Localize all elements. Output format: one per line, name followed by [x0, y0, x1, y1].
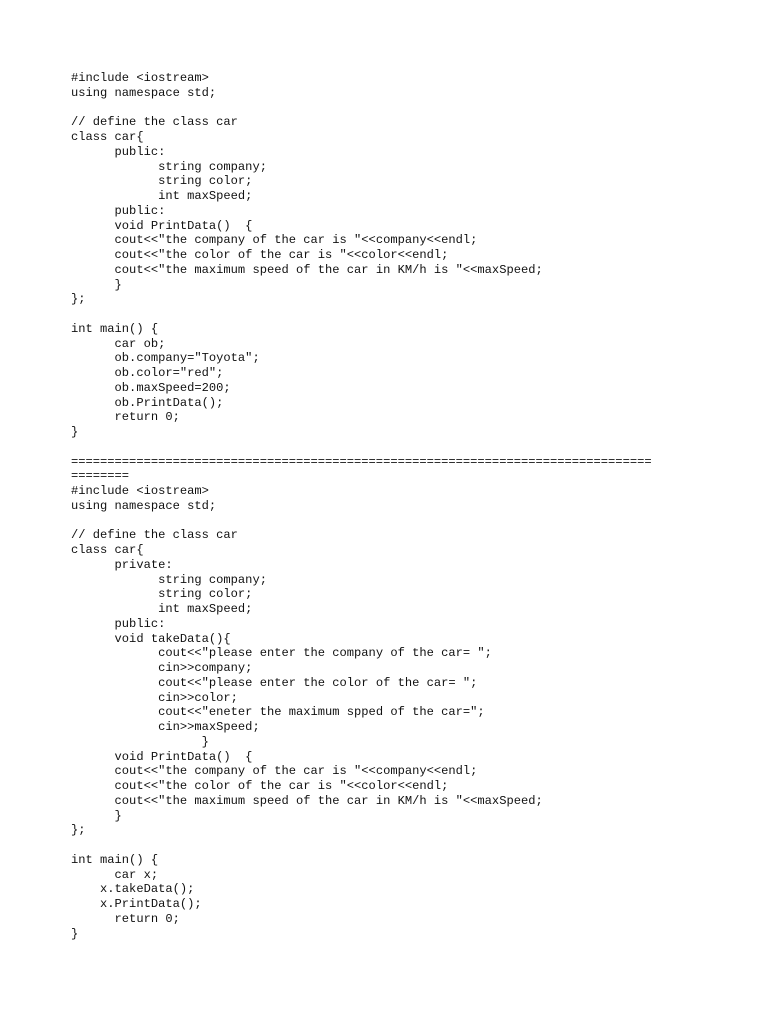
code-line: public:: [71, 144, 166, 159]
code-line: string color;: [71, 587, 253, 602]
code-line: string color;: [71, 174, 253, 189]
code-line: class car{: [71, 130, 144, 144]
code-line: string company;: [71, 159, 267, 174]
code-line: }: [71, 926, 79, 941]
code-line: public:: [71, 203, 166, 218]
code-line: cout<<"please enter the company of the car= ";: [71, 646, 492, 661]
code-line: cin>>company;: [71, 661, 253, 675]
code-line: using namespace std;: [71, 85, 217, 100]
code-line: void PrintData() {: [71, 218, 253, 233]
code-line: car ob;: [71, 336, 166, 351]
code-line: ob.maxSpeed=200;: [71, 380, 231, 395]
code-line: class car{: [71, 543, 144, 557]
code-line: #include <iostream>: [71, 71, 209, 85]
code-line: int maxSpeed;: [71, 602, 253, 616]
code-line: private:: [71, 557, 173, 572]
code-line: cin>>maxSpeed;: [71, 720, 260, 734]
code-line: ob.PrintData();: [71, 395, 224, 410]
code-line: return 0;: [71, 410, 180, 425]
code-line: [71, 307, 652, 322]
code-line: [71, 101, 652, 116]
code-line: x.takeData();: [71, 882, 195, 897]
code-line: cout<<"please enter the color of the car= ";: [71, 675, 478, 690]
code-line: cout<<"the color of the car is "<<color<<endl;: [71, 248, 449, 262]
code-line: ========: [71, 469, 130, 484]
code-line: }: [71, 734, 209, 749]
code-line: cout<<"the company of the car is "<<company<<endl;: [71, 764, 478, 779]
code-line: #include <iostream>: [71, 484, 209, 498]
code-line: x.PrintData();: [71, 897, 202, 911]
code-line: public:: [71, 616, 166, 631]
code-line: [71, 514, 652, 529]
code-line: int main() {: [71, 321, 159, 336]
code-line: int maxSpeed;: [71, 189, 253, 203]
code-line: cout<<"eneter the maximum spped of the car=";: [71, 705, 485, 720]
code-listing: [71, 71, 652, 941]
code-line: string company;: [71, 572, 267, 587]
code-line: }: [71, 425, 79, 439]
code-line: }: [71, 808, 122, 823]
code-line: // define the class car: [71, 528, 238, 543]
code-line: [71, 440, 652, 455]
code-line: return 0;: [71, 911, 180, 926]
code-line: cout<<"the maximum speed of the car in KM/h is "<<maxSpeed;: [71, 793, 543, 808]
code-line: };: [71, 823, 86, 838]
code-line: using namespace std;: [71, 498, 217, 513]
code-line: cin>>color;: [71, 690, 238, 705]
code-line: ob.color="red";: [71, 366, 224, 380]
code-line: };: [71, 292, 86, 307]
code-line: int main() {: [71, 852, 159, 867]
code-line: }: [71, 277, 122, 292]
code-line: cout<<"the color of the car is "<<color<<endl;: [71, 779, 449, 793]
code-line: cout<<"the maximum speed of the car in KM/h is "<<maxSpeed;: [71, 262, 543, 277]
code-line: cout<<"the company of the car is "<<company<<endl;: [71, 233, 478, 248]
code-line: ob.company="Toyota";: [71, 351, 260, 366]
code-line: void takeData(){: [71, 631, 231, 646]
code-line: ================================================================================: [71, 454, 652, 469]
code-line: [71, 838, 652, 853]
code-line: // define the class car: [71, 115, 238, 130]
code-line: void PrintData() {: [71, 749, 253, 764]
code-line: car x;: [71, 867, 159, 882]
